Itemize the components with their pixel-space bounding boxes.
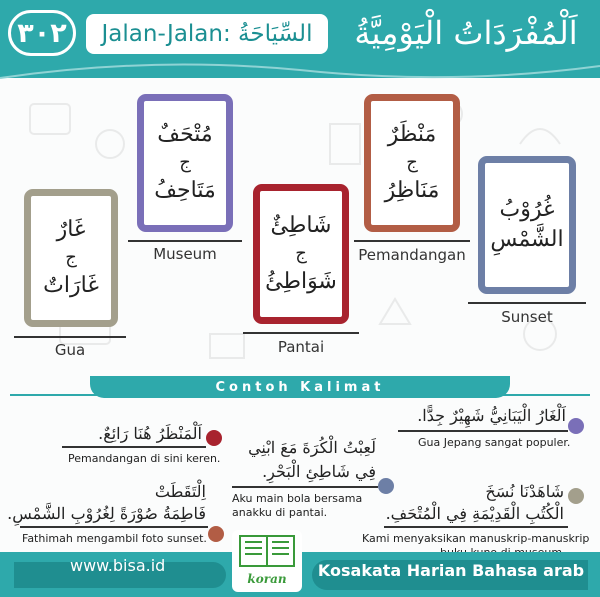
vocab-plural: شَوَاطِئُ	[265, 269, 337, 294]
header-wave-decoration	[0, 56, 600, 86]
vocab-underline	[468, 302, 586, 304]
vocab-meaning: Pemandangan	[358, 246, 466, 264]
vocab-plural-marker: ج	[65, 247, 77, 268]
vocab-meaning: Museum	[153, 245, 217, 263]
vocab-arabic: مَنْظَرٌ	[387, 122, 437, 147]
lesson-subtitle: Jalan-Jalan: السِّيَاحَةُ	[86, 14, 328, 54]
vocab-arabic: غَارٌ	[56, 217, 86, 242]
vocab-meaning: Sunset	[501, 308, 553, 326]
vocab-card-view	[364, 94, 460, 232]
example-arabic: اَلْمَنْظَرُ هُنَا رَائِعٌ.	[98, 424, 202, 443]
example-translation: Gua Jepang sangat populer.	[418, 436, 571, 449]
vocab-plural: مَنَاظِرُ	[384, 178, 440, 203]
example-arabic: اَلْغَارُ الْيَبَانِيُّ شَهِيْرٌ جِدًّا.	[417, 406, 566, 425]
book-icon	[232, 530, 302, 574]
example-arabic-line2: فَاطِمَةُ صُوْرَةً لِغُرُوْبِ الشَّمْسِ.	[7, 504, 206, 523]
lesson-number-badge: ٣٠٢	[8, 10, 76, 56]
vocab-underline	[128, 240, 242, 242]
example-translation-line2: anakku di pantai.	[232, 506, 328, 519]
vocab-plural: مَتَاحِفُ	[154, 178, 216, 203]
vocab-underline	[354, 240, 470, 242]
example-arabic: شَاهَدْنَا نُسَخَ	[485, 482, 564, 501]
section-title: Contoh Kalimat	[90, 376, 510, 398]
vocab-card-museum	[137, 94, 233, 232]
vocab-card-cave	[24, 189, 118, 327]
vocab-plural-marker: ج	[179, 152, 191, 173]
vocab-meaning: Gua	[54, 341, 86, 359]
vocab-plural-marker: ج	[295, 243, 307, 264]
logo-text: koran	[247, 572, 287, 586]
example-translation: Pemandangan di sini keren.	[68, 452, 221, 465]
brand-tagline: Kosakata Harian Bahasa arab	[317, 560, 585, 580]
example-dot	[568, 418, 584, 434]
example-arabic: لَعِبْتُ الْكُرَةَ مَعَ ابْنِي	[248, 438, 376, 457]
example-arabic-line2: الْكُتُبِ الْقَدِيْمَةِ فِي الْمُتْحَفِ.	[385, 504, 564, 523]
example-arabic: اِلْتَقَطَتْ	[154, 482, 206, 501]
website-link[interactable]: www.bisa.id	[70, 556, 166, 575]
example-dot	[568, 488, 584, 504]
vocab-plural: غَارَاتٌ	[43, 273, 99, 298]
vocab-underline	[243, 332, 359, 334]
vocab-card-sunset	[478, 156, 576, 294]
vocab-arabic: غُرُوْبُ	[499, 197, 555, 222]
example-underline	[232, 486, 378, 488]
vocab-card-beach	[253, 184, 349, 324]
example-underline	[62, 446, 206, 448]
page-title: اَلْمُفْرَدَاتُ الْيَوْمِيَّةُ	[354, 14, 578, 52]
example-arabic-line2: فِي شَاطِئِ الْبَحْرِ.	[262, 462, 376, 481]
vocab-arabic: مُتْحَفٌ	[157, 122, 213, 147]
vocab-arabic: شَاطِئٌ	[270, 213, 332, 238]
example-translation: Kami menyaksikan manuskrip-manuskrip	[362, 532, 590, 545]
example-translation: Aku main bola bersama	[232, 492, 363, 505]
example-dot	[208, 526, 224, 542]
example-translation: Fathimah mengambil foto sunset.	[22, 532, 207, 545]
example-dot	[378, 478, 394, 494]
vocab-plural-marker: ج	[406, 152, 418, 173]
example-underline	[20, 526, 208, 528]
vocab-plural: الشَّمْسِ	[490, 227, 564, 252]
example-underline	[398, 430, 568, 432]
example-underline	[384, 526, 568, 528]
vocab-underline	[14, 336, 126, 338]
example-dot	[206, 430, 222, 446]
vocab-meaning: Pantai	[277, 338, 325, 356]
